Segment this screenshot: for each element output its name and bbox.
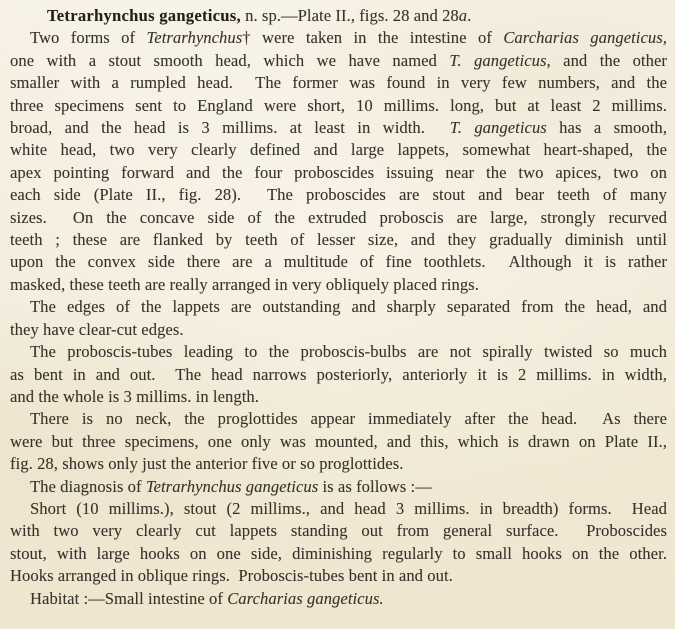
text-line <box>10 184 667 206</box>
text-run: The edges of the lappets are outstanding and sharply separated from the head, and <box>30 297 667 317</box>
line-runs <box>10 275 479 294</box>
text-run: smaller with a rumpled head. The former was found in very few numbers, and the <box>10 73 667 93</box>
text-line <box>10 50 667 72</box>
text-run: is as follows :— <box>318 476 432 496</box>
text-line <box>10 274 667 296</box>
text-run: The proboscis-tubes leading to the proboscis-bulbs are not spirally twisted so much <box>30 342 667 362</box>
text-run: with two very clearly cut lappets standing out from general surface. Proboscides <box>10 521 667 541</box>
line-runs <box>10 163 667 182</box>
text-run: masked, these teeth are really arranged in very obliquely placed rings. <box>10 274 479 294</box>
text-line <box>10 117 667 139</box>
text-run: Carcharias gangeticus, <box>503 28 667 48</box>
text-run: . <box>467 6 472 25</box>
text-run: n. sp.—Plate II., figs. 28 and 28 <box>240 6 459 25</box>
text-line <box>10 27 667 49</box>
text-line <box>10 341 667 363</box>
line-runs <box>10 544 667 563</box>
text-run: Tetrarhynchus <box>146 28 243 48</box>
line-runs <box>30 342 667 361</box>
text-line <box>10 207 667 229</box>
line-runs <box>47 6 471 25</box>
text-line <box>10 453 667 475</box>
text-line <box>10 319 667 341</box>
line-runs <box>10 51 667 70</box>
line-runs <box>10 230 667 249</box>
line-runs <box>10 140 667 159</box>
line-runs <box>10 73 667 92</box>
line-runs <box>30 589 384 608</box>
text-run: The diagnosis of <box>30 476 146 496</box>
line-runs <box>10 454 403 473</box>
line-runs <box>10 320 184 339</box>
line-runs <box>10 521 667 540</box>
text-run: three specimens sent to England were short, 10 millims. long, but at least 2 millims. <box>10 95 667 115</box>
text-run: , and the other <box>546 50 667 70</box>
text-run: Hooks arranged in oblique rings. Proboscis-tubes bent in and out. <box>10 566 453 586</box>
text-run: stout, with large hooks on one side, diminishing regularly to small hooks on the other. <box>10 543 667 563</box>
text-run: has a smooth, <box>546 118 668 138</box>
text-run: apex pointing forward and the four proboscides issuing near the two apices, two on <box>10 162 667 182</box>
heading-line <box>10 5 667 27</box>
text-run: Carcharias gangeticus. <box>227 588 384 608</box>
line-runs <box>10 96 667 115</box>
line-runs <box>10 365 667 384</box>
text-run: T. gangeticus <box>449 118 547 138</box>
text-line <box>10 139 667 161</box>
text-run: one with a stout smooth head, which we have named <box>10 50 450 70</box>
text-line <box>10 498 667 520</box>
line-runs <box>10 185 667 204</box>
text-run: † were taken in the intestine of <box>242 28 504 48</box>
text-line <box>10 476 667 498</box>
text-run: teeth ; these are flanked by teeth of lesser size, and they gradually diminish until <box>10 230 667 250</box>
text-line <box>10 296 667 318</box>
text-line <box>10 431 667 453</box>
text-run: Short (10 millims.), stout (2 millims., and head 3 millims. in breadth) forms. Head <box>30 498 667 518</box>
text-run: There is no neck, the proglottides appear immediately after the head. As there <box>30 409 667 429</box>
text-run: T. gangeticus <box>449 50 547 70</box>
text-line <box>10 251 667 273</box>
text-run: broad, and the head is 3 millims. at least in width. <box>10 118 450 138</box>
text-line <box>10 408 667 430</box>
line-runs <box>10 387 259 406</box>
text-run: Two forms of <box>30 28 147 48</box>
text-run: as bent in and out. The head narrows posteriorly, anteriorly it is 2 millims. in width, <box>10 364 667 384</box>
text-run: they have clear-cut edges. <box>10 319 184 339</box>
text-line <box>10 229 667 251</box>
line-runs <box>30 409 667 428</box>
text-line <box>10 565 667 587</box>
text-run: each side (Plate II., fig. 28). The proboscides are stout and bear teeth of many <box>10 185 667 205</box>
text-run: Tetrarhynchus gangeticus, <box>47 6 241 25</box>
text-run: fig. 28, shows only just the anterior five or so proglottides. <box>10 454 404 474</box>
line-runs <box>30 499 667 518</box>
text-run: were but three specimens, one only was mounted, and this, which is drawn on Plate II., <box>10 431 667 451</box>
text-run: Habitat :—Small intestine of <box>30 588 228 608</box>
text-line <box>10 543 667 565</box>
text-line <box>10 364 667 386</box>
line-runs <box>10 208 667 227</box>
text-run: and the whole is 3 millims. in length. <box>10 386 259 406</box>
text-run: upon the convex side there are a multitude of fine toothlets. Although it is rather <box>10 252 667 272</box>
text-line <box>10 588 667 610</box>
text-run: sizes. On the concave side of the extruded proboscis are large, strongly recurved <box>10 207 667 227</box>
text-run: Tetrarhynchus gangeticus <box>145 476 319 496</box>
line-runs <box>10 118 667 137</box>
text-line <box>10 162 667 184</box>
text-line <box>10 520 667 542</box>
text-run: a <box>458 6 468 25</box>
text-run: white head, two very clearly defined and large lappets, somewhat heart-shaped, the <box>10 140 667 160</box>
text-line <box>10 386 667 408</box>
line-runs <box>10 252 667 271</box>
line-runs <box>10 566 453 585</box>
line-runs <box>30 28 667 47</box>
line-runs <box>30 297 667 316</box>
line-runs <box>10 432 667 451</box>
line-runs <box>30 477 432 496</box>
page-text <box>10 5 667 610</box>
text-line <box>10 72 667 94</box>
text-line <box>10 95 667 117</box>
